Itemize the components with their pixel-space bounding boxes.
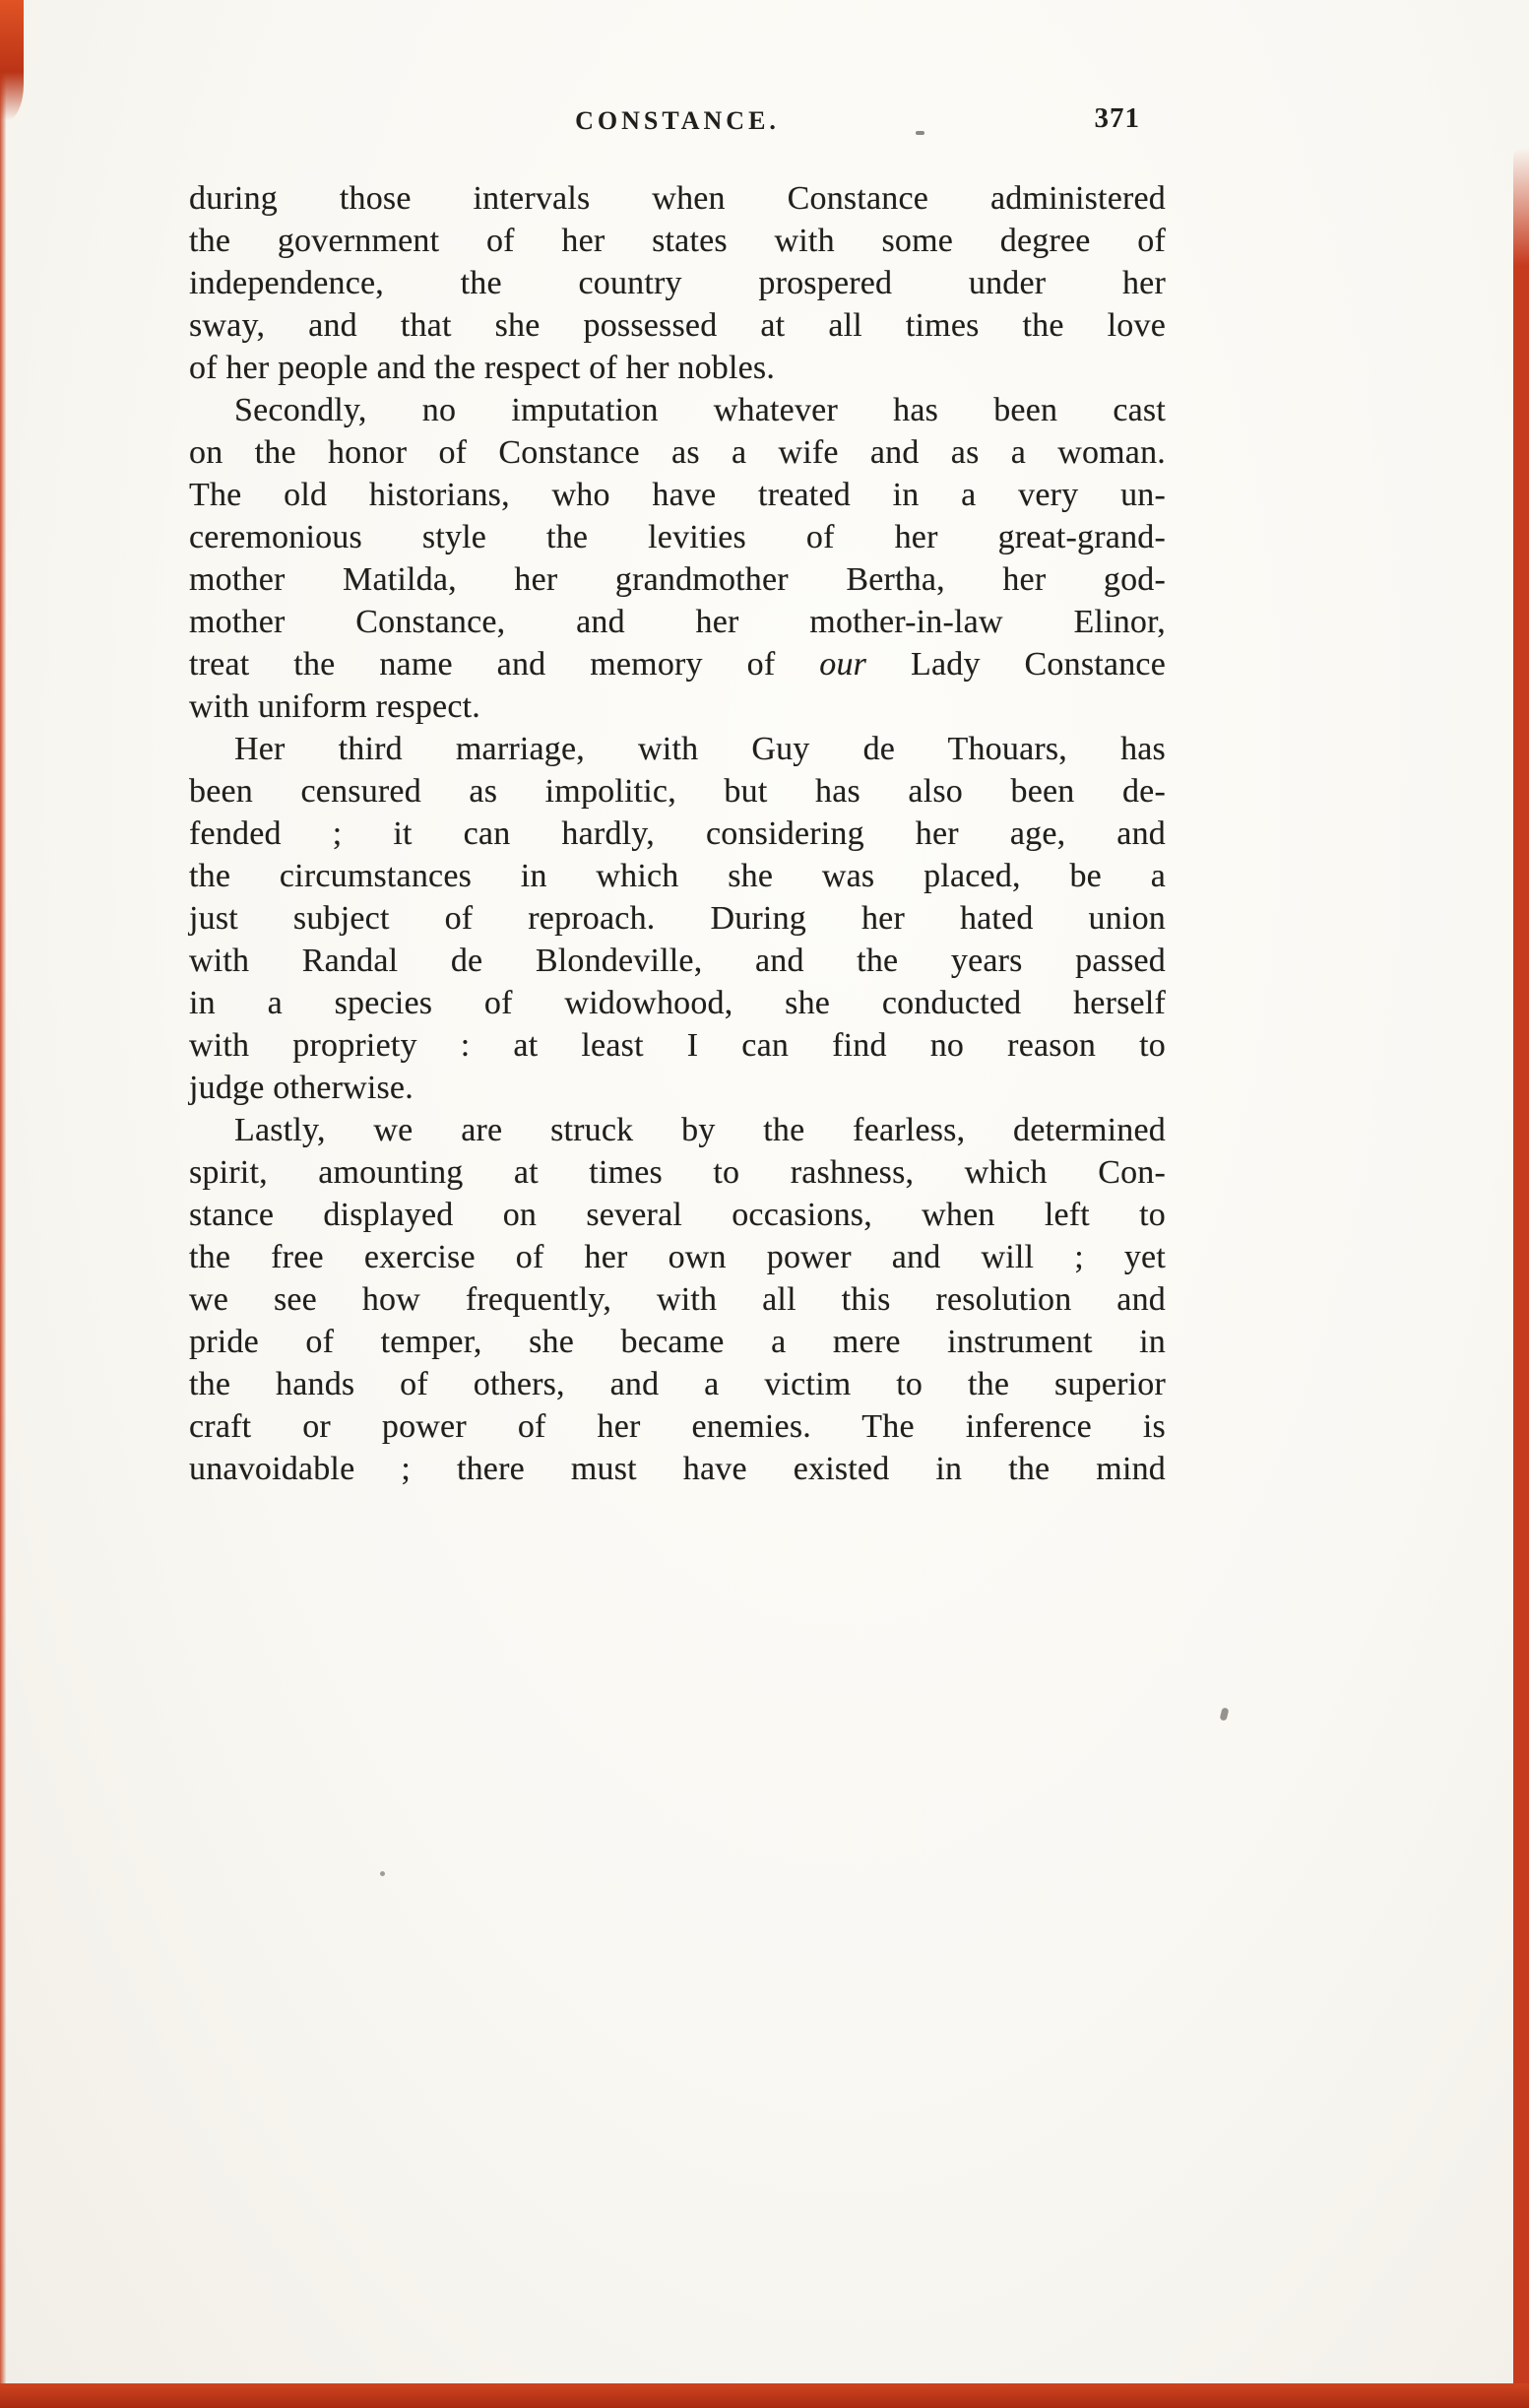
text-line: the government of her states with some degree of: [189, 223, 1166, 259]
text-line: of her people and the respect of her nobles.: [189, 350, 776, 386]
text-line: The old historians, who have treated in a very un-: [189, 477, 1166, 513]
page-content: [189, 104, 1166, 1490]
paragraph: [189, 389, 1166, 728]
paragraph: [189, 177, 1166, 389]
scan-speck: [380, 1871, 385, 1876]
text-line: pride of temper, she became a mere instrument in: [189, 1324, 1166, 1360]
text-line: fended ; it can hardly, considering her age, and: [189, 815, 1166, 852]
page-number: 371: [1094, 102, 1140, 134]
text-line: craft or power of her enemies. The inference is: [189, 1408, 1166, 1445]
text-segment: treat the name and memory of: [189, 646, 820, 683]
text-line: mother Matilda, her grandmother Bertha, her god-: [189, 561, 1166, 598]
text-line: independence, the country prospered under her: [189, 265, 1166, 301]
text-line: on the honor of Constance as a wife and as a woman.: [189, 434, 1166, 471]
text-line: the circumstances in which she was placed, be a: [189, 858, 1166, 894]
paragraph: [189, 728, 1166, 1109]
text-line: Lastly, we are struck by the fearless, determined: [234, 1112, 1166, 1148]
text-line: spirit, amounting at times to rashness, which Con-: [189, 1154, 1166, 1191]
body-text: [189, 177, 1166, 1490]
text-line: ceremonious style the levities of her great-grand-: [189, 519, 1166, 555]
text-line: judge otherwise.: [189, 1070, 414, 1106]
page-header: [189, 104, 1166, 148]
text-line: [189, 643, 1166, 685]
text-line: in a species of widowhood, she conducted herself: [189, 985, 1166, 1021]
text-line: the free exercise of her own power and will ; yet: [189, 1239, 1166, 1275]
scan-speck: [1220, 1707, 1230, 1721]
text-line: with uniform respect.: [189, 688, 480, 725]
text-line: stance displayed on several occasions, when left to: [189, 1197, 1166, 1233]
text-line: with Randal de Blondeville, and the years passed: [189, 943, 1166, 979]
scan-edge-top-left: [0, 0, 24, 120]
scan-edge-bottom: [0, 2383, 1529, 2408]
running-title: CONSTANCE.: [575, 106, 780, 135]
text-line: just subject of reproach. During her hated union: [189, 900, 1166, 937]
text-line: the hands of others, and a victim to the superior: [189, 1366, 1166, 1402]
scan-edge-right: [1513, 148, 1529, 2408]
text-line: with propriety : at least I can find no reason to: [189, 1027, 1166, 1064]
text-line: we see how frequently, with all this resolution and: [189, 1281, 1166, 1318]
text-line: been censured as impolitic, but has also been de-: [189, 773, 1166, 810]
text-line: Secondly, no imputation whatever has been cast: [234, 392, 1166, 428]
text-line: unavoidable ; there must have existed in the mind: [189, 1451, 1166, 1487]
italic-word: our: [819, 646, 867, 683]
scan-edge-left: [0, 0, 6, 2408]
text-line: Her third marriage, with Guy de Thouars, has: [234, 731, 1166, 767]
text-line: during those intervals when Constance administered: [189, 180, 1166, 217]
paragraph: [189, 1109, 1166, 1490]
text-line: mother Constance, and her mother-in-law Elinor,: [189, 604, 1166, 640]
text-segment: Lady Constance: [866, 646, 1166, 683]
text-line: sway, and that she possessed at all times the love: [189, 307, 1166, 344]
